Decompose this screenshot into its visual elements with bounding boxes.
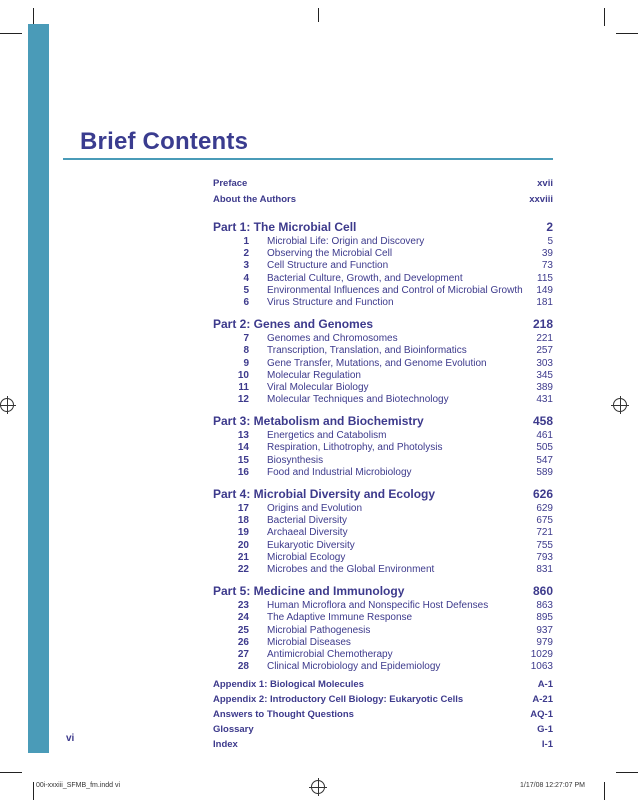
part-label: Part 4: Microbial Diversity and Ecology — [213, 487, 436, 501]
chapter-number: 22 — [237, 563, 249, 575]
entry-page: AQ-1 — [530, 709, 553, 721]
chapter-entry — [213, 260, 553, 272]
title-rule — [63, 158, 553, 160]
chapter-number: 9 — [243, 357, 249, 369]
chapter-entry — [213, 564, 553, 576]
chapter-number: 6 — [243, 296, 249, 308]
chapter-number: 16 — [237, 466, 249, 478]
chapter-page: 39 — [541, 248, 553, 260]
chapter-number: 24 — [237, 612, 249, 624]
chapter-entry — [213, 600, 553, 612]
front-matter-entry — [213, 176, 553, 192]
chapter-page: 5 — [547, 236, 553, 247]
chapter-number: 10 — [237, 369, 249, 381]
chapter-page: 895 — [536, 612, 553, 624]
part-heading — [213, 485, 553, 503]
chapter-title: Virus Structure and Function — [267, 296, 394, 308]
chapter-title: Microbes and the Global Environment — [267, 563, 435, 575]
chapter-page: 1063 — [530, 661, 553, 673]
chapter-entry — [213, 358, 553, 370]
chapter-entry — [213, 333, 553, 345]
entry-label: Appendix 2: Introductory Cell Biology: Eukaryotic Cells — [213, 694, 464, 706]
chapter-title: Antimicrobial Chemotherapy — [267, 648, 393, 660]
chapter-entry — [213, 503, 553, 515]
chapter-page: 831 — [536, 563, 553, 575]
part-heading — [213, 582, 553, 600]
chapter-number: 19 — [237, 527, 249, 539]
chapter-title: Microbial Life: Origin and Discovery — [267, 236, 425, 247]
back-matter-entry — [213, 707, 553, 722]
part-page: 218 — [532, 317, 553, 332]
chapter-entry — [213, 527, 553, 539]
chapter-number: 1 — [243, 236, 249, 247]
chapter-entry — [213, 455, 553, 467]
entry-page: A-21 — [532, 694, 553, 706]
chapter-number: 3 — [243, 260, 249, 272]
chapter-page: 979 — [536, 636, 553, 648]
chapter-number: 5 — [243, 284, 249, 296]
entry-page: xvii — [537, 178, 553, 189]
chapter-entry — [213, 248, 553, 260]
chapter-page: 1029 — [530, 648, 553, 660]
chapter-title: Molecular Techniques and Biotechnology — [267, 394, 449, 406]
chapter-page: 547 — [536, 454, 553, 466]
chapter-page: 793 — [536, 551, 553, 563]
chapter-page: 461 — [536, 430, 553, 442]
chapter-number: 23 — [237, 600, 249, 612]
front-matter-entry — [213, 192, 553, 208]
chapter-number: 15 — [237, 454, 249, 466]
crop-mark — [0, 772, 22, 773]
chapter-number: 14 — [237, 442, 249, 454]
chapter-title: The Adaptive Immune Response — [267, 612, 413, 624]
chapter-title: Eukaryotic Diversity — [267, 539, 355, 551]
entry-label: Glossary — [213, 724, 254, 736]
chapter-entry — [213, 442, 553, 454]
page-folio: vi — [66, 733, 75, 744]
chapter-title: Transcription, Translation, and Bioinformatics — [267, 345, 467, 357]
chapter-page: 389 — [536, 381, 553, 393]
chapter-title: Observing the Microbial Cell — [267, 248, 393, 260]
chapter-number: 8 — [243, 345, 249, 357]
part-label: Part 2: Genes and Genomes — [213, 317, 374, 332]
crop-mark — [0, 33, 22, 34]
crop-mark — [33, 782, 34, 800]
chapter-entry — [213, 552, 553, 564]
back-matter-entry — [213, 722, 553, 737]
entry-page: A-1 — [537, 679, 553, 691]
chapter-entry — [213, 467, 553, 479]
chapter-title: Food and Industrial Microbiology — [267, 466, 412, 478]
chapter-page: 505 — [536, 442, 553, 454]
chapter-title: Molecular Regulation — [267, 369, 361, 381]
back-matter-entry — [213, 677, 553, 692]
chapter-title: Microbial Pathogenesis — [267, 624, 371, 636]
crop-mark — [604, 8, 605, 26]
slug-left: 00i-xxxiii_SFMB_fm.indd vi — [36, 782, 121, 789]
crop-mark — [318, 8, 319, 22]
slug-right: 1/17/08 12:27:07 PM — [520, 782, 585, 789]
chapter-entry — [213, 297, 553, 309]
entry-label: About the Authors — [213, 194, 297, 205]
entry-label: Preface — [213, 178, 248, 189]
chapter-title: Microbial Ecology — [267, 551, 346, 563]
chapter-page: 115 — [537, 272, 553, 284]
chapter-number: 21 — [237, 551, 249, 563]
part-label: Part 3: Metabolism and Biochemistry — [213, 414, 424, 429]
chapter-number: 7 — [243, 333, 249, 345]
chapter-number: 28 — [237, 661, 249, 673]
page-title: Brief Contents — [80, 128, 249, 155]
chapter-page: 589 — [536, 466, 553, 478]
chapter-title: Archaeal Diversity — [267, 527, 348, 539]
chapter-title: Viral Molecular Biology — [267, 381, 369, 393]
chapter-entry — [213, 273, 553, 285]
part-gap — [213, 309, 553, 313]
chapter-title: Cell Structure and Function — [267, 260, 389, 272]
chapter-title: Environmental Influences and Control of Microbial Growth — [267, 284, 523, 296]
part-label: Part 1: The Microbial Cell — [213, 220, 357, 234]
entry-page: I-1 — [541, 739, 553, 751]
chapter-number: 17 — [237, 503, 249, 514]
chapter-page: 303 — [536, 357, 553, 369]
chapter-entry — [213, 345, 553, 357]
chapter-title: Bacterial Diversity — [267, 515, 348, 527]
registration-mark-icon — [0, 398, 14, 412]
table-of-contents — [213, 176, 553, 752]
entry-page: xxviii — [529, 194, 553, 205]
chapter-entry — [213, 515, 553, 527]
crop-mark — [616, 772, 638, 773]
part-page: 860 — [532, 584, 553, 599]
back-matter-entry — [213, 692, 553, 707]
part-heading — [213, 412, 553, 430]
registration-mark-icon — [311, 780, 325, 794]
chapter-page: 629 — [536, 503, 553, 514]
chapter-number: 26 — [237, 636, 249, 648]
chapter-number: 11 — [238, 381, 249, 393]
chapter-page: 937 — [536, 624, 553, 636]
entry-label: Index — [213, 739, 238, 751]
chapter-title: Human Microflora and Nonspecific Host Defenses — [267, 600, 489, 612]
chapter-entry — [213, 370, 553, 382]
chapter-page: 149 — [536, 284, 553, 296]
chapter-number: 13 — [237, 430, 249, 442]
chapter-page: 863 — [536, 600, 553, 612]
part-heading — [213, 218, 553, 236]
chapter-entry — [213, 394, 553, 406]
chapter-number: 18 — [237, 515, 249, 527]
chapter-page: 221 — [536, 333, 553, 345]
chapter-page: 181 — [536, 296, 553, 308]
chapter-title: Clinical Microbiology and Epidemiology — [267, 661, 441, 673]
crop-mark — [604, 782, 605, 800]
chapter-entry — [213, 285, 553, 297]
part-gap — [213, 406, 553, 410]
chapter-page: 755 — [536, 539, 553, 551]
part-page: 626 — [532, 487, 553, 501]
chapter-page: 675 — [536, 515, 553, 527]
chapter-page: 345 — [536, 369, 553, 381]
chapter-entry — [213, 661, 553, 673]
chapter-title: Respiration, Lithotrophy, and Photolysis — [267, 442, 443, 454]
chapter-number: 2 — [243, 248, 249, 260]
section-gap — [213, 208, 553, 216]
part-heading — [213, 315, 553, 333]
chapter-title: Origins and Evolution — [267, 503, 363, 514]
chapter-page: 721 — [536, 527, 553, 539]
chapter-number: 27 — [237, 648, 249, 660]
chapter-page: 73 — [541, 260, 553, 272]
chapter-entry — [213, 637, 553, 649]
chapter-entry — [213, 625, 553, 637]
entry-label: Appendix 1: Biological Molecules — [213, 679, 364, 691]
chapter-entry — [213, 612, 553, 624]
chapter-title: Energetics and Catabolism — [267, 430, 387, 442]
chapter-number: 12 — [237, 394, 249, 406]
crop-mark — [616, 33, 638, 34]
part-page: 2 — [546, 220, 553, 234]
registration-mark-icon — [613, 398, 627, 412]
chapter-entry — [213, 649, 553, 661]
chapter-title: Microbial Diseases — [267, 636, 351, 648]
part-gap — [213, 479, 553, 483]
chapter-title: Biosynthesis — [267, 454, 324, 466]
part-page: 458 — [532, 414, 553, 429]
chapter-title: Genomes and Chromosomes — [267, 333, 398, 345]
chapter-entry — [213, 540, 553, 552]
part-gap — [213, 576, 553, 580]
chapter-number: 25 — [237, 624, 249, 636]
chapter-title: Bacterial Culture, Growth, and Development — [267, 272, 463, 284]
chapter-number: 20 — [237, 539, 249, 551]
chapter-entry — [213, 236, 553, 248]
chapter-number: 4 — [243, 272, 249, 284]
margin-color-band — [28, 24, 49, 753]
chapter-page: 431 — [536, 394, 553, 406]
part-label: Part 5: Medicine and Immunology — [213, 584, 405, 599]
entry-page: G-1 — [537, 724, 553, 736]
chapter-entry — [213, 382, 553, 394]
back-matter-entry — [213, 737, 553, 752]
chapter-title: Gene Transfer, Mutations, and Genome Evolution — [267, 357, 487, 369]
entry-label: Answers to Thought Questions — [213, 709, 354, 721]
chapter-entry — [213, 430, 553, 442]
chapter-page: 257 — [536, 345, 553, 357]
